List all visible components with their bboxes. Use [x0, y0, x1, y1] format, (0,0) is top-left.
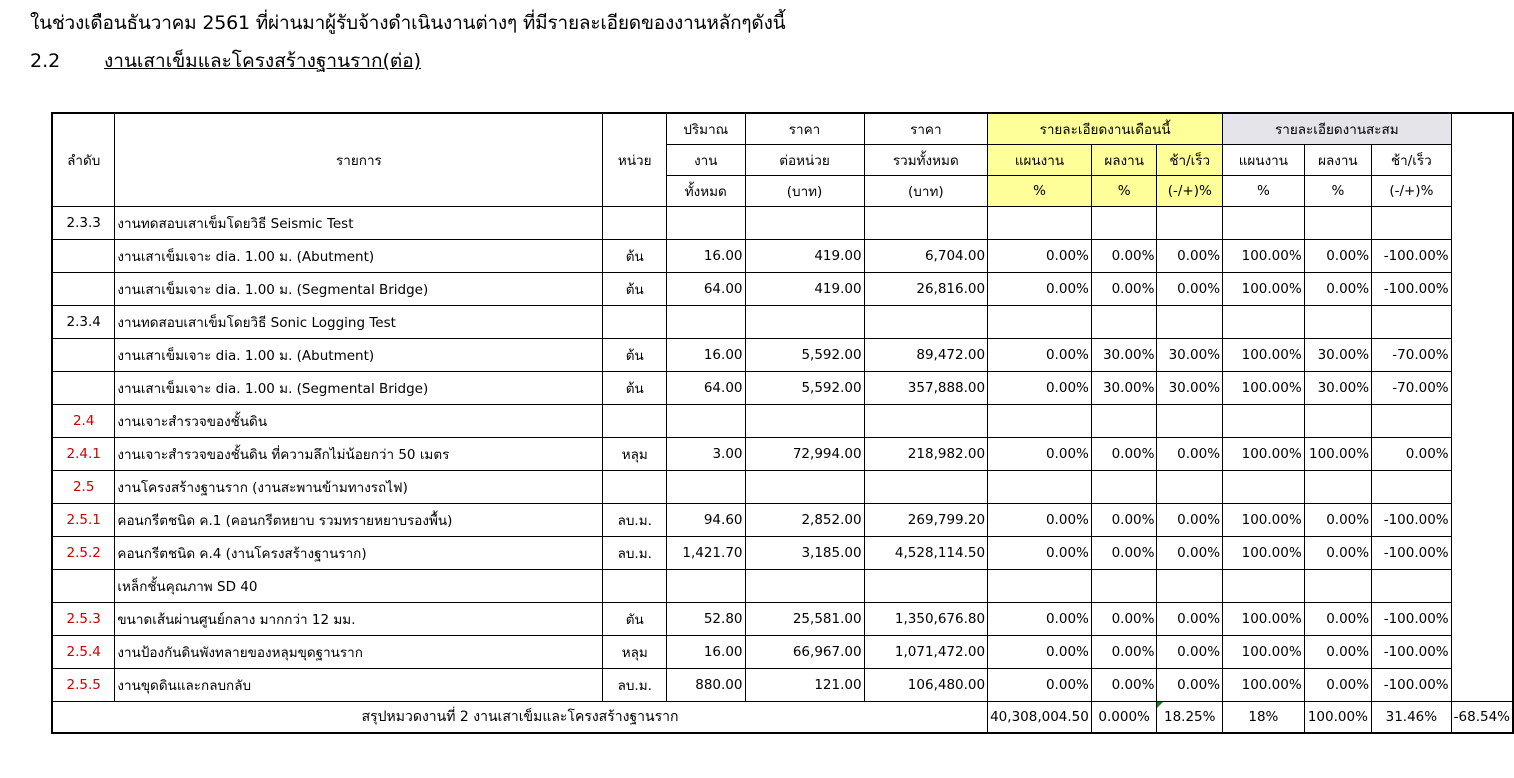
- row-total: 218,982.00: [864, 437, 988, 470]
- row-unit: ต้น: [603, 239, 667, 272]
- row-price: 5,592.00: [745, 371, 864, 404]
- row-cum-diff: -100.00%: [1372, 272, 1452, 305]
- row-month-actual: 0.00%: [1091, 536, 1157, 569]
- table-row: [52, 305, 1513, 338]
- row-month-actual: 0.00%: [1091, 635, 1157, 668]
- row-month-actual: 30.00%: [1091, 371, 1157, 404]
- row-cum-diff: -70.00%: [1372, 338, 1452, 371]
- row-cum-plan: 100.00%: [1223, 371, 1305, 404]
- row-month-actual: 30.00%: [1091, 338, 1157, 371]
- cumulative-group-header: รายละเอียดงานสะสม: [1223, 113, 1452, 144]
- cum-actual-header: ผลงาน: [1304, 144, 1371, 175]
- row-month-actual: [1091, 206, 1157, 239]
- row-qty: 16.00: [667, 338, 745, 371]
- summary-month-plan: 0.000%: [1091, 701, 1157, 733]
- row-month-diff: [1157, 569, 1223, 602]
- row-price: [745, 470, 864, 503]
- row-seq: 2.4: [52, 404, 115, 437]
- row-qty: 880.00: [667, 668, 745, 701]
- row-month-actual: 0.00%: [1091, 239, 1157, 272]
- table-row: [52, 338, 1513, 371]
- row-cum-diff: -100.00%: [1372, 503, 1452, 536]
- row-month-plan: [988, 206, 1092, 239]
- row-cum-actual: [1304, 305, 1371, 338]
- row-seq: [52, 239, 115, 272]
- row-total: [864, 569, 988, 602]
- row-unit: [603, 305, 667, 338]
- row-seq: 2.5.2: [52, 536, 115, 569]
- row-seq: 2.5.1: [52, 503, 115, 536]
- row-month-diff: 0.00%: [1157, 272, 1223, 305]
- row-cum-actual: 30.00%: [1304, 338, 1371, 371]
- row-month-plan: 0.00%: [988, 437, 1092, 470]
- row-cum-diff: [1372, 470, 1452, 503]
- row-month-diff: [1157, 206, 1223, 239]
- row-seq: 2.5.3: [52, 602, 115, 635]
- row-total: [864, 206, 988, 239]
- col-item-header: รายการ: [115, 113, 603, 206]
- row-total: 1,071,472.00: [864, 635, 988, 668]
- row-month-diff: 0.00%: [1157, 437, 1223, 470]
- row-seq: 2.5: [52, 470, 115, 503]
- row-qty: 3.00: [667, 437, 745, 470]
- row-total: 4,528,114.50: [864, 536, 988, 569]
- row-cum-plan: 100.00%: [1223, 338, 1305, 371]
- row-qty: [667, 206, 745, 239]
- row-item: คอนกรีตชนิด ค.4 (งานโครงสร้างฐานราก): [115, 536, 603, 569]
- row-month-plan: 0.00%: [988, 602, 1092, 635]
- row-cum-diff: -100.00%: [1372, 536, 1452, 569]
- table-row: [52, 371, 1513, 404]
- row-month-plan: [988, 470, 1092, 503]
- row-unit: ต้น: [603, 371, 667, 404]
- row-month-plan: [988, 305, 1092, 338]
- summary-cum-plan: 100.00%: [1304, 701, 1371, 733]
- row-price: 121.00: [745, 668, 864, 701]
- row-seq: 2.5.4: [52, 635, 115, 668]
- row-item: งานเสาเข็มเจาะ dia. 1.00 ม. (Abutment): [115, 239, 603, 272]
- row-price: [745, 404, 864, 437]
- row-month-actual: [1091, 305, 1157, 338]
- row-month-diff: 0.00%: [1157, 503, 1223, 536]
- summary-month-diff: 18%: [1223, 701, 1305, 733]
- col-seq-header: ลำดับ: [52, 113, 115, 206]
- month-diff-pct: (-/+)%: [1157, 175, 1223, 206]
- table-row: [52, 404, 1513, 437]
- row-month-diff: 0.00%: [1157, 602, 1223, 635]
- row-qty: 52.80: [667, 602, 745, 635]
- row-month-diff: [1157, 470, 1223, 503]
- row-month-diff: [1157, 305, 1223, 338]
- row-cum-actual: 0.00%: [1304, 668, 1371, 701]
- row-total: [864, 404, 988, 437]
- row-qty: 16.00: [667, 239, 745, 272]
- row-month-plan: 0.00%: [988, 503, 1092, 536]
- col-qty-header-3: ทั้งหมด: [667, 175, 745, 206]
- row-month-plan: [988, 569, 1092, 602]
- row-item: งานเสาเข็มเจาะ dia. 1.00 ม. (Abutment): [115, 338, 603, 371]
- table-row: [52, 503, 1513, 536]
- row-cum-diff: -100.00%: [1372, 635, 1452, 668]
- summary-cum-actual: 31.46%: [1372, 701, 1452, 733]
- row-cum-actual: 0.00%: [1304, 239, 1371, 272]
- month-diff-header: ช้า/เร็ว: [1157, 144, 1223, 175]
- row-month-plan: 0.00%: [988, 635, 1092, 668]
- row-qty: [667, 305, 745, 338]
- row-cum-diff: 0.00%: [1372, 437, 1452, 470]
- row-month-plan: 0.00%: [988, 338, 1092, 371]
- row-cum-diff: -70.00%: [1372, 371, 1452, 404]
- row-item: คอนกรีตชนิด ค.1 (คอนกรีตหยาบ รวมทรายหยาบรองพื้น): [115, 503, 603, 536]
- row-cum-diff: -100.00%: [1372, 668, 1452, 701]
- row-month-diff: 0.00%: [1157, 239, 1223, 272]
- row-month-actual: [1091, 404, 1157, 437]
- summary-label: สรุปหมวดงานที่ 2 งานเสาเข็มและโครงสร้างฐานราก: [52, 701, 988, 733]
- row-unit: [603, 569, 667, 602]
- row-month-diff: [1157, 404, 1223, 437]
- row-seq: 2.5.5: [52, 668, 115, 701]
- row-month-diff: 30.00%: [1157, 338, 1223, 371]
- row-cum-actual: [1304, 404, 1371, 437]
- row-unit: [603, 206, 667, 239]
- row-cum-diff: -100.00%: [1372, 239, 1452, 272]
- row-cum-actual: 0.00%: [1304, 536, 1371, 569]
- month-actual-pct: %: [1091, 175, 1157, 206]
- col-unit-header: หน่วย: [603, 113, 667, 206]
- table-row: [52, 206, 1513, 239]
- row-qty: 1,421.70: [667, 536, 745, 569]
- row-item: ขนาดเส้นผ่านศูนย์กลาง มากกว่า 12 มม.: [115, 602, 603, 635]
- row-seq: 2.3.4: [52, 305, 115, 338]
- row-unit: [603, 404, 667, 437]
- row-item: งานเสาเข็มเจาะ dia. 1.00 ม. (Segmental Bridge): [115, 272, 603, 305]
- month-plan-pct: %: [988, 175, 1092, 206]
- row-price: 3,185.00: [745, 536, 864, 569]
- row-item: งานเสาเข็มเจาะ dia. 1.00 ม. (Segmental Bridge): [115, 371, 603, 404]
- section-title: งานเสาเข็มและโครงสร้างฐานราก(ต่อ): [104, 50, 422, 72]
- row-price: 5,592.00: [745, 338, 864, 371]
- col-price-header-1: ราคา: [745, 113, 864, 144]
- row-cum-plan: [1223, 569, 1305, 602]
- row-qty: 64.00: [667, 272, 745, 305]
- row-cum-plan: 100.00%: [1223, 272, 1305, 305]
- row-total: 1,350,676.80: [864, 602, 988, 635]
- row-cum-diff: [1372, 569, 1452, 602]
- table-row: [52, 569, 1513, 602]
- row-total: 269,799.20: [864, 503, 988, 536]
- row-cum-actual: [1304, 206, 1371, 239]
- row-total: 357,888.00: [864, 371, 988, 404]
- row-qty: [667, 569, 745, 602]
- row-month-plan: 0.00%: [988, 668, 1092, 701]
- row-seq: [52, 338, 115, 371]
- cum-actual-pct: %: [1304, 175, 1371, 206]
- row-unit: หลุม: [603, 635, 667, 668]
- row-item: เหล็กชั้นคุณภาพ SD 40: [115, 569, 603, 602]
- month-plan-header: แผนงาน: [988, 144, 1092, 175]
- row-month-plan: 0.00%: [988, 272, 1092, 305]
- month-actual-header: ผลงาน: [1091, 144, 1157, 175]
- row-month-plan: 0.00%: [988, 536, 1092, 569]
- row-cum-diff: [1372, 206, 1452, 239]
- row-item: งานเจาะสำรวจของชั้นดิน ที่ความลึกไม่น้อยกว่า 50 เมตร: [115, 437, 603, 470]
- col-qty-header-1: ปริมาณ: [667, 113, 745, 144]
- row-cum-plan: [1223, 206, 1305, 239]
- row-seq: 2.3.3: [52, 206, 115, 239]
- row-month-plan: 0.00%: [988, 239, 1092, 272]
- row-cum-diff: [1372, 305, 1452, 338]
- row-cum-plan: 100.00%: [1223, 503, 1305, 536]
- row-month-plan: [988, 404, 1092, 437]
- row-month-actual: 0.00%: [1091, 503, 1157, 536]
- month-group-header: รายละเอียดงานเดือนนี้: [988, 113, 1223, 144]
- row-price: [745, 569, 864, 602]
- table-row: [52, 635, 1513, 668]
- row-price: [745, 206, 864, 239]
- table-row: [52, 437, 1513, 470]
- summary-total: 40,308,004.50: [988, 701, 1092, 733]
- row-month-actual: [1091, 569, 1157, 602]
- row-cum-plan: 100.00%: [1223, 536, 1305, 569]
- section-heading: [30, 46, 421, 76]
- col-qty-header-2: งาน: [667, 144, 745, 175]
- col-price-header-3: (บาท): [745, 175, 864, 206]
- row-month-diff: 0.00%: [1157, 635, 1223, 668]
- row-qty: 16.00: [667, 635, 745, 668]
- cum-diff-pct: (-/+)%: [1372, 175, 1452, 206]
- row-month-diff: 0.00%: [1157, 668, 1223, 701]
- row-total: 6,704.00: [864, 239, 988, 272]
- table-row: [52, 668, 1513, 701]
- summary-cum-diff: -68.54%: [1451, 701, 1513, 733]
- row-month-diff: 0.00%: [1157, 536, 1223, 569]
- row-qty: 64.00: [667, 371, 745, 404]
- cum-diff-header: ช้า/เร็ว: [1372, 144, 1452, 175]
- row-price: [745, 305, 864, 338]
- table-row: [52, 536, 1513, 569]
- row-total: [864, 305, 988, 338]
- row-price: 2,852.00: [745, 503, 864, 536]
- row-seq: [52, 569, 115, 602]
- row-price: 72,994.00: [745, 437, 864, 470]
- row-item: งานโครงสร้างฐานราก (งานสะพานข้ามทางรถไฟ): [115, 470, 603, 503]
- summary-month-actual: 18.25%: [1157, 701, 1223, 733]
- row-month-actual: 0.00%: [1091, 668, 1157, 701]
- row-item: งานเจาะสำรวจของชั้นดิน: [115, 404, 603, 437]
- row-month-actual: 0.00%: [1091, 602, 1157, 635]
- row-unit: ลบ.ม.: [603, 536, 667, 569]
- row-cum-actual: 0.00%: [1304, 635, 1371, 668]
- table-row: [52, 470, 1513, 503]
- row-cum-diff: -100.00%: [1372, 602, 1452, 635]
- col-total-header-3: (บาท): [864, 175, 988, 206]
- row-month-actual: 0.00%: [1091, 272, 1157, 305]
- row-cum-plan: 100.00%: [1223, 437, 1305, 470]
- row-month-actual: 0.00%: [1091, 437, 1157, 470]
- row-cum-plan: [1223, 404, 1305, 437]
- row-price: 419.00: [745, 272, 864, 305]
- row-unit: ลบ.ม.: [603, 668, 667, 701]
- row-cum-actual: 0.00%: [1304, 272, 1371, 305]
- row-item: งานขุดดินและกลบกลับ: [115, 668, 603, 701]
- cum-plan-pct: %: [1223, 175, 1305, 206]
- row-cum-actual: [1304, 470, 1371, 503]
- row-cum-actual: 0.00%: [1304, 602, 1371, 635]
- col-total-header-1: ราคา: [864, 113, 988, 144]
- row-unit: หลุม: [603, 437, 667, 470]
- col-price-header-2: ต่อหน่วย: [745, 144, 864, 175]
- row-cum-plan: 100.00%: [1223, 239, 1305, 272]
- row-cum-actual: 0.00%: [1304, 503, 1371, 536]
- col-total-header-2: รวมทั้งหมด: [864, 144, 988, 175]
- row-month-actual: [1091, 470, 1157, 503]
- row-total: 26,816.00: [864, 272, 988, 305]
- row-total: 106,480.00: [864, 668, 988, 701]
- section-number: 2.2: [30, 50, 61, 72]
- row-total: 89,472.00: [864, 338, 988, 371]
- row-cum-actual: 100.00%: [1304, 437, 1371, 470]
- row-total: [864, 470, 988, 503]
- row-unit: ต้น: [603, 338, 667, 371]
- row-qty: [667, 404, 745, 437]
- row-seq: [52, 272, 115, 305]
- intro-text: ในช่วงเดือนธันวาคม 2561 ที่ผ่านมาผู้รับจ้างดำเนินงานต่างๆ ที่มีรายละเอียดของงานหลักๆดังนี้: [30, 12, 786, 34]
- row-cum-plan: 100.00%: [1223, 602, 1305, 635]
- row-item: งานทดสอบเสาเข็มโดยวิธี Sonic Logging Test: [115, 305, 603, 338]
- cum-plan-header: แผนงาน: [1223, 144, 1305, 175]
- table-row: [52, 272, 1513, 305]
- row-cum-plan: 100.00%: [1223, 635, 1305, 668]
- row-cum-plan: [1223, 470, 1305, 503]
- row-qty: [667, 470, 745, 503]
- row-seq: [52, 371, 115, 404]
- row-cum-plan: [1223, 305, 1305, 338]
- row-price: 25,581.00: [745, 602, 864, 635]
- table-row: [52, 239, 1513, 272]
- row-month-diff: 30.00%: [1157, 371, 1223, 404]
- row-unit: [603, 470, 667, 503]
- row-cum-diff: [1372, 404, 1452, 437]
- table-row: [52, 602, 1513, 635]
- summary-row: [52, 701, 1513, 733]
- row-price: 66,967.00: [745, 635, 864, 668]
- row-seq: 2.4.1: [52, 437, 115, 470]
- row-unit: ต้น: [603, 272, 667, 305]
- row-cum-actual: 30.00%: [1304, 371, 1371, 404]
- header-row-1: [52, 113, 1513, 144]
- row-price: 419.00: [745, 239, 864, 272]
- row-item: งานทดสอบเสาเข็มโดยวิธี Seismic Test: [115, 206, 603, 239]
- boq-progress-table: [51, 112, 1514, 734]
- row-cum-actual: [1304, 569, 1371, 602]
- row-cum-plan: 100.00%: [1223, 668, 1305, 701]
- row-month-plan: 0.00%: [988, 371, 1092, 404]
- row-item: งานป้องกันดินพังทลายของหลุมขุดฐานราก: [115, 635, 603, 668]
- row-qty: 94.60: [667, 503, 745, 536]
- row-unit: ตัน: [603, 602, 667, 635]
- row-unit: ลบ.ม.: [603, 503, 667, 536]
